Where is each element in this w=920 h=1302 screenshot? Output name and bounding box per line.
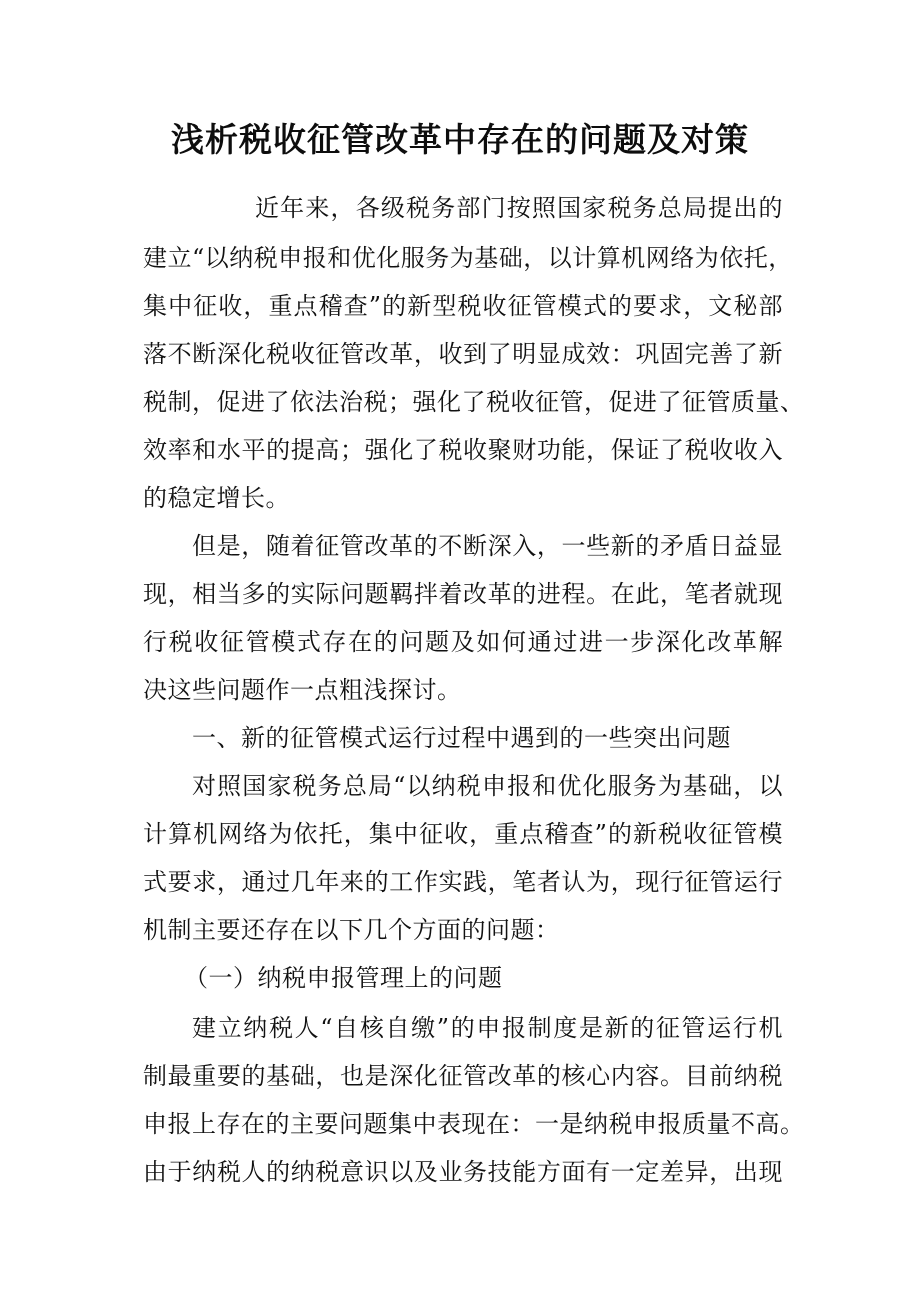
subsection-heading: （一）纳税申报管理上的问题 — [184, 964, 503, 992]
paragraph-line: 由于纳税人的纳税意识以及业务技能方面有一定差异，出现 — [143, 1158, 783, 1186]
paragraph-line: 税制，促进了依法治税；强化了税收征管，促进了征管质量、 — [143, 388, 805, 416]
paragraph-line: 的稳定增长。 — [143, 484, 290, 512]
section-heading: 一、新的征管模式运行过程中遇到的一些突出问题 — [192, 724, 731, 752]
paragraph-line: 集中征收，重点稽查”的新型税收征管模式的要求，文秘部 — [143, 292, 783, 320]
paragraph-line: 建立“以纳税申报和优化服务为基础，以计算机网络为依托， — [143, 244, 793, 272]
paragraph-line: 行税收征管模式存在的问题及如何通过进一步深化改革解 — [143, 628, 783, 656]
document-title: 浅析税收征管改革中存在的问题及对策 — [171, 120, 749, 159]
paragraph-line: 现，相当多的实际问题羁拌着改革的进程。在此，笔者就现 — [143, 580, 783, 608]
paragraph-line: 申报上存在的主要问题集中表现在：一是纳税申报质量不高。 — [143, 1110, 805, 1138]
paragraph-line: 式要求，通过几年来的工作实践，笔者认为，现行征管运行 — [143, 868, 783, 896]
paragraph-line: 建立纳税人“自核自缴”的申报制度是新的征管运行机 — [192, 1014, 783, 1042]
paragraph-line: 落不断深化税收征管改革，收到了明显成效：巩固完善了新 — [143, 340, 783, 368]
paragraph-line: 制最重要的基础，也是深化征管改革的核心内容。目前纳税 — [143, 1062, 783, 1090]
paragraph-line: 对照国家税务总局“以纳税申报和优化服务为基础，以 — [192, 772, 783, 800]
paragraph-line: 计算机网络为依托，集中征收，重点稽查”的新税收征管模 — [143, 820, 783, 848]
paragraph-line: 效率和水平的提高；强化了税收聚财功能，保证了税收收入 — [143, 436, 783, 464]
paragraph-line: 决这些问题作一点粗浅探讨。 — [143, 676, 462, 704]
paragraph-line: 机制主要还存在以下几个方面的问题： — [143, 916, 560, 944]
paragraph-line: 但是，随着征管改革的不断深入，一些新的矛盾日益显 — [192, 532, 783, 560]
paragraph-line: 近年来，各级税务部门按照国家税务总局提出的 — [255, 194, 783, 222]
